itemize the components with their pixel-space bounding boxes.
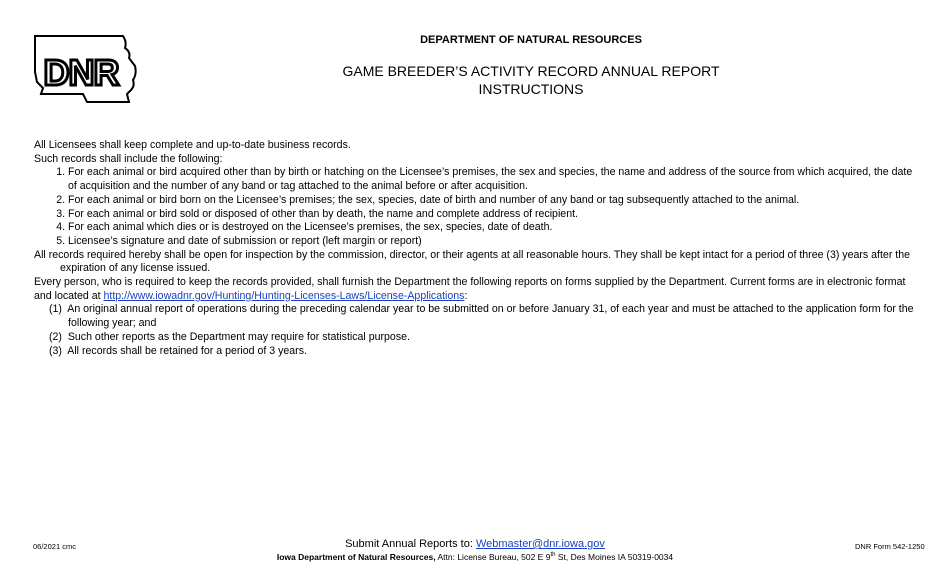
revision-code: 06/2021 cmc xyxy=(33,542,76,551)
records-list-item: 3. For each animal or bird sold or disposed of other than by death, the name and complete address of recipient. xyxy=(68,208,914,222)
submit-label: Submit Annual Reports to: xyxy=(345,538,476,550)
attn-pre: Attn: License Bureau, 502 E 9 xyxy=(435,552,551,562)
item-text: An original annual report of operations during the preceding calendar year to be submitted on or before January 31, of each year and must be attached to the application form for the following year; and xyxy=(67,303,914,330)
page-title xyxy=(0,62,950,98)
instructions-body xyxy=(34,139,914,358)
attn-post: St, Des Moines IA 50319-0034 xyxy=(555,552,674,562)
reports-list-item xyxy=(34,303,914,330)
records-list-item: 5. Licensee’s signature and date of submission or report (left margin or report) xyxy=(68,235,914,249)
item-marker: (2) xyxy=(49,330,62,343)
reports-text: Every person, who is required to keep the records provided, shall furnish the Department the following reports on forms supplied by the Department. Current forms are in electronic format and located at xyxy=(34,276,906,302)
records-list xyxy=(34,166,914,248)
reports-list-item xyxy=(34,345,914,359)
item-text: All records shall be retained for a period of 3 years. xyxy=(67,344,307,357)
item-text: Such other reports as the Department may require for statistical purpose. xyxy=(67,330,410,343)
inspection-paragraph: All records required hereby shall be open for inspection by the commission, director, or their agents at all reasonable hours. They shall be kept intact for a period of three (3) years after the expiration of any license issued. xyxy=(34,248,911,275)
logo-text: DNR xyxy=(43,52,119,93)
attn-sup: th xyxy=(550,552,556,559)
reports-list-item xyxy=(34,331,914,345)
item-marker: (1) xyxy=(49,303,62,316)
webmaster-email-link[interactable]: Webmaster@dnr.iowa.gov xyxy=(475,538,605,550)
department-name: DEPARTMENT OF NATURAL RESOURCES xyxy=(420,34,642,46)
address-line xyxy=(0,552,950,562)
colon: : xyxy=(464,289,468,302)
form-number: DNR Form 542-1250 xyxy=(855,542,925,551)
license-applications-link[interactable]: http://www.iowadnr.gov/Hunting/Hunting-Licenses-Laws/License-Applications xyxy=(103,289,465,302)
title-line-1: GAME BREEDER’S ACTIVITY RECORD ANNUAL REPORT xyxy=(342,63,720,79)
title-line-2: INSTRUCTIONS xyxy=(478,81,584,97)
org-name: Iowa Department of Natural Resources, xyxy=(276,552,436,562)
intro-line-2: Such records shall include the following: xyxy=(34,152,223,165)
records-list-item: 4. For each animal which dies or is destroyed on the Licensee’s premises, the sex, species, date of death. xyxy=(68,221,914,235)
reports-list xyxy=(34,303,914,358)
submit-line xyxy=(0,538,950,550)
records-list-item: 2. For each animal or bird born on the Licensee’s premises; the sex, species, date of birth and number of any band or tag subsequently attached to the animal. xyxy=(68,194,914,208)
records-list-item: 1. For each animal or bird acquired other than by birth or hatching on the Licensee’s premises, the sex and species, the name and address of the source from which acquired, the date of acquisition and the number of any band or tag attached to the animal before or after acquisition. xyxy=(68,166,914,193)
intro-line-1: All Licensees shall keep complete and up-to-date business records. xyxy=(34,139,351,151)
item-marker: (3) xyxy=(49,344,62,357)
reports-paragraph xyxy=(34,276,914,303)
